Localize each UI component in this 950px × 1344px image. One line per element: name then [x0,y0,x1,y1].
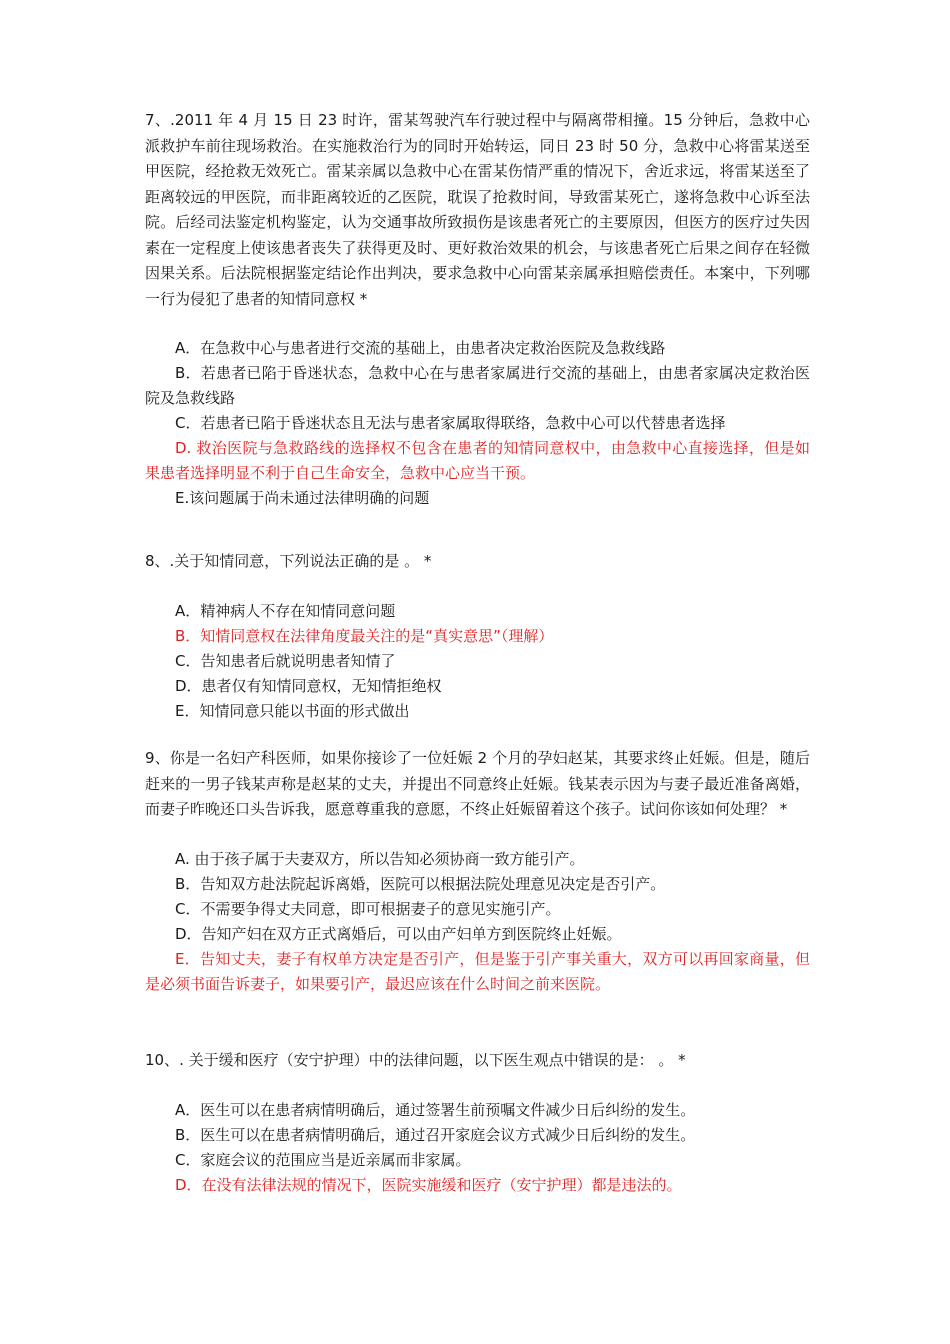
question-8-option-c: C．告知患者后就说明患者知情了 [175,651,396,670]
question-7-option-d-highlighted: D. 救治医院与急救路线的选择权不包含在患者的知情同意权中，由急救中心直接选择，但是如果患者选择明显不利于自己生命安全，急救中心应当干预。 [145,439,810,482]
question-10-option-c: C．家庭会议的范围应当是近亲属而非家属。 [175,1150,471,1169]
question-10-option-b: B．医生可以在患者病情明确后，通过召开家庭会议方式减少日后纠纷的发生。 [175,1125,696,1144]
question-9-stem: 9、你是一名妇产科医师，如果你接诊了一位妊娠 2 个月的孕妇赵某，其要求终止妊娠。但是，随后赶来的一男子钱某声称是赵某的丈夫，并提出不同意终止妊娠。钱某表示因为与妻子最近准备离婚，而妻子昨晚还口头告诉我，愿意尊重我的意愿，不终止妊娠留着这个孩子。试问你该如何处理？ * [145,749,810,818]
question-8 [145,549,810,724]
question-10-option-d-highlighted: D．在没有法律法规的情况下，医院实施缓和医疗（安宁护理）都是违法的。 [175,1175,682,1194]
question-7-stem: 7、.2011 年 4 月 15 日 23 时许，雷某驾驶汽车行驶过程中与隔离带相撞。15 分钟后，急救中心派救护车前往现场救治。在实施救治行为的同时开始转运，同日 23 时 50 分，急救中心将雷某送至甲医院，经抢救无效死亡。雷某亲属以急救中心在雷某伤情严重的情况下，舍近求远，将雷某送至了距离较远的甲医院，而非距离较近的乙医院，耽误了抢救时间，导致雷某死亡，遂将急救中心诉至法院。后经司法鉴定机构鉴定，认为交通事故所致损伤是该患者死亡的主要原因，但医方的医疗过失因素在一定程度上使该患者丧失了获得更及时、更好救治效果的机会，与该患者死亡后果之间存在轻微因果关系。后法院根据鉴定结论作出判决，要求急救中心向雷某亲属承担赔偿责任。本案中，下列哪一行为侵犯了患者的知情同意权 * [145,111,810,308]
question-9-options [145,847,810,997]
question-9-option-d: D．告知产妇在双方正式离婚后，可以由产妇单方到医院终止妊娠。 [175,924,622,943]
question-10-option-a: A．医生可以在患者病情明确后，通过签署生前预嘱文件减少日后纠纷的发生。 [175,1100,696,1119]
question-9-option-a: A. 由于孩子属于夫妻双方，所以告知必须协商一致方能引产。 [175,849,585,868]
question-9-option-c: C．不需要争得丈夫同意，即可根据妻子的意见实施引产。 [175,899,561,918]
question-10 [145,1048,810,1198]
question-8-stem: 8、.关于知情同意，下列说法正确的是 。 * [145,552,432,570]
question-7-option-e: E.该问题属于尚未通过法律明确的问题 [175,489,430,507]
question-8-option-a: A．精神病人不存在知情同意问题 [175,601,396,620]
question-7-option-b: B．若患者已陷于昏迷状态，急救中心在与患者家属进行交流的基础上，由患者家属决定救治医院及急救线路 [145,364,810,407]
question-8-options [145,599,810,724]
question-10-options [145,1098,810,1198]
question-8-option-b-highlighted: B．知情同意权在法律角度最关注的是“真实意思”（理解） [175,626,554,645]
question-9 [145,746,810,997]
question-7-options [145,336,810,511]
question-9-option-e-highlighted: E．告知丈夫，妻子有权单方决定是否引产，但是鉴于引产事关重大，双方可以再回家商量，但是必须书面告诉妻子，如果要引产，最迟应该在什么时间之前来医院。 [145,949,810,993]
question-7-option-a: A．在急救中心与患者进行交流的基础上，由患者决定救治医院及急救线路 [175,339,666,357]
question-10-stem: 10、. 关于缓和医疗（安宁护理）中的法律问题，以下医生观点中错误的是： 。 * [145,1051,686,1069]
question-8-option-e: E．知情同意只能以书面的形式做出 [175,701,410,720]
question-7 [145,108,810,511]
question-9-option-b: B．告知双方赴法院起诉离婚，医院可以根据法院处理意见决定是否引产。 [175,874,666,893]
question-7-option-c: C．若患者已陷于昏迷状态且无法与患者家属取得联络，急救中心可以代替患者选择 [175,414,726,432]
question-8-option-d: D．患者仅有知情同意权，无知情拒绝权 [175,676,442,695]
